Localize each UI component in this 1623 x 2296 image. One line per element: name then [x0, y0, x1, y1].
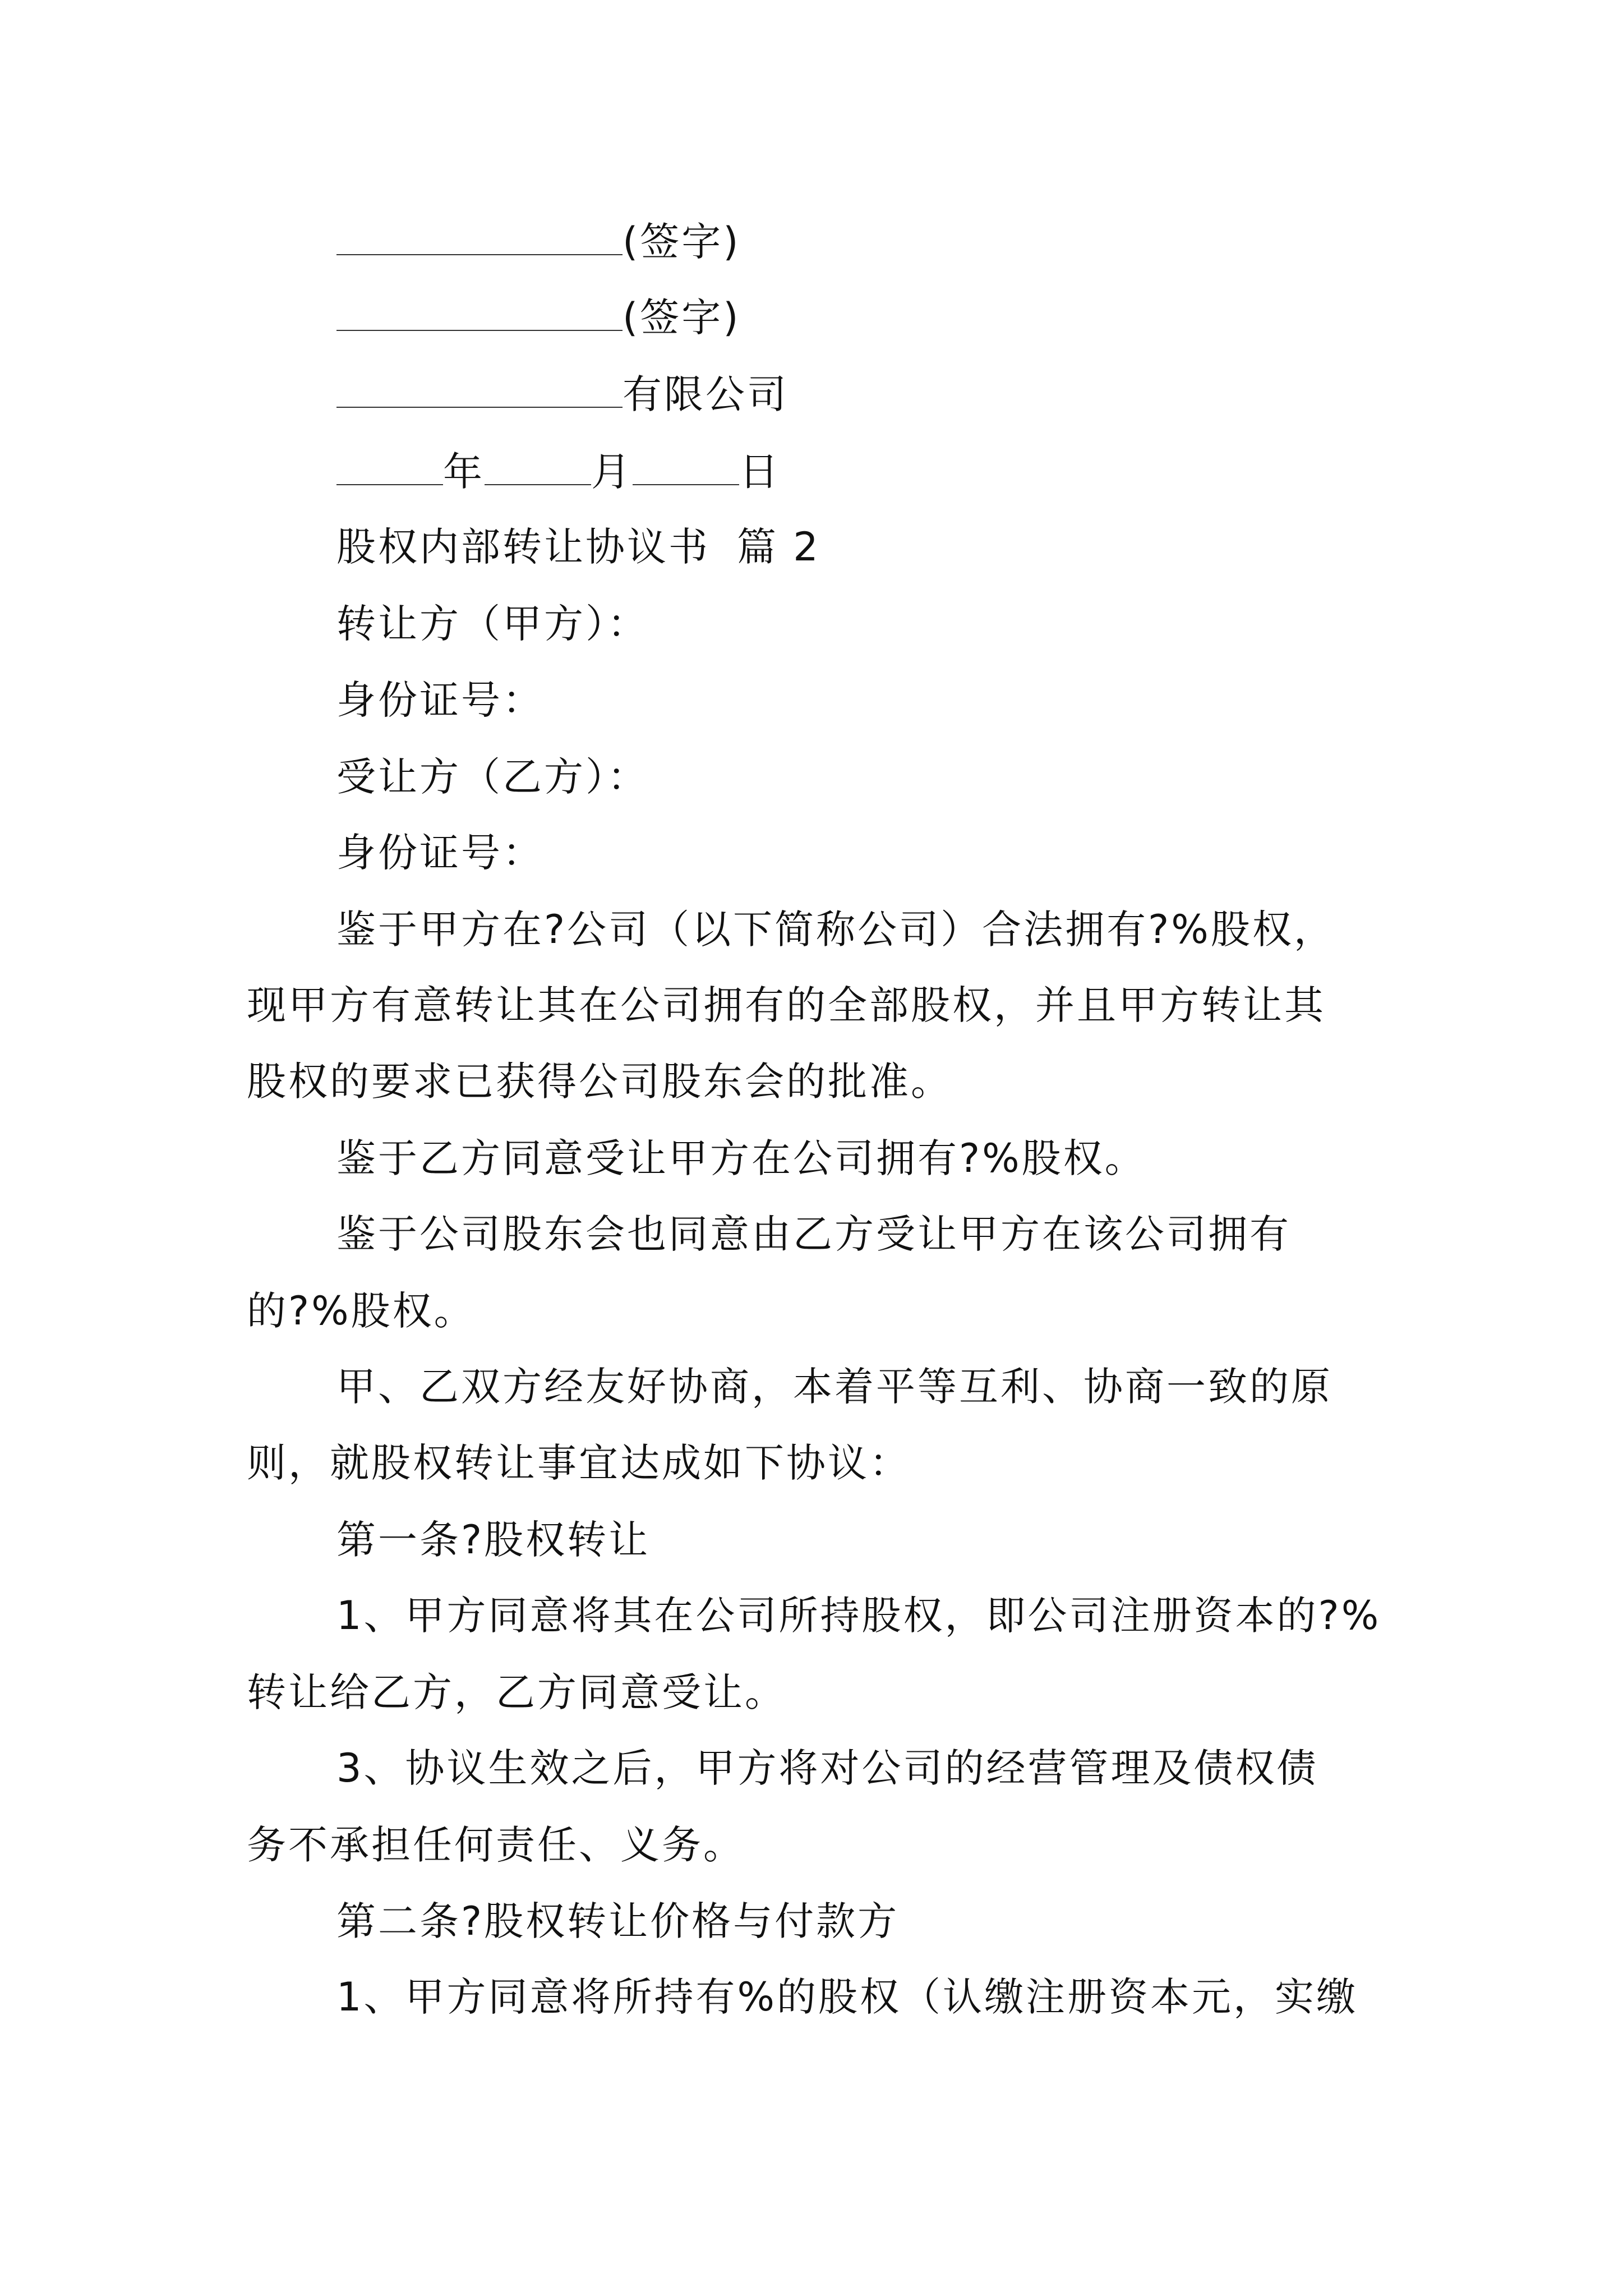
heading-suffix: 篇 2	[737, 524, 820, 570]
date-line	[336, 449, 781, 495]
blank-field	[336, 297, 623, 331]
date-month: 月	[591, 449, 633, 495]
paragraph-line: 甲、乙双方经友好协商，本着平等互利、协商一致的原	[336, 1364, 1332, 1410]
paragraph-line: 的?%股权。	[247, 1288, 476, 1334]
signature-line-1	[336, 219, 741, 265]
transferor-id-line: 身份证号：	[336, 677, 544, 723]
paragraph-line: 鉴于乙方同意受让甲方在公司拥有?%股权。	[336, 1135, 1146, 1181]
blank-field	[336, 222, 623, 255]
date-day: 日	[739, 449, 781, 495]
article-item-line: 转让给乙方，乙方同意受让。	[247, 1669, 786, 1715]
paragraph-line: 则，就股权转让事宜达成如下协议：	[247, 1440, 911, 1486]
sign-label: (签字)	[623, 219, 741, 265]
article-item-line: 务不承担任何责任、义务。	[247, 1822, 745, 1868]
article-item-line: 1、甲方同意将其在公司所持股权，即公司注册资本的?%	[336, 1593, 1381, 1639]
transferor-line: 转让方（甲方）：	[336, 601, 649, 647]
article-title: 第一条?股权转让	[336, 1517, 651, 1563]
blank-field	[336, 374, 623, 408]
blank-field	[485, 452, 591, 485]
article-item-line: 3、协议生效之后，甲方将对公司的经营管理及债权债	[336, 1745, 1318, 1791]
paragraph-line: 现甲方有意转让其在公司拥有的全部股权，并且甲方转让其	[247, 982, 1326, 1028]
sign-label: (签字)	[623, 295, 741, 341]
date-year: 年	[443, 449, 485, 495]
section-heading	[336, 524, 820, 570]
company-line	[336, 371, 789, 417]
paragraph-line: 鉴于公司股东会也同意由乙方受让甲方在该公司拥有	[336, 1211, 1291, 1257]
company-suffix: 有限公司	[623, 371, 789, 417]
blank-field	[633, 452, 739, 485]
article-item-line: 1、甲方同意将所持有%的股权（认缴注册资本元，实缴	[336, 1974, 1358, 2020]
heading-title: 股权内部转让协议书	[336, 524, 710, 570]
transferee-line: 受让方（乙方）：	[336, 754, 649, 800]
blank-field	[336, 452, 443, 485]
paragraph-line: 股权的要求已获得公司股东会的批准。	[247, 1059, 952, 1105]
paragraph-line: 鉴于甲方在?公司（以下简称公司）合法拥有?%股权，	[336, 907, 1335, 953]
article-title: 第二条?股权转让价格与付款方	[336, 1898, 900, 1944]
signature-line-2	[336, 295, 741, 341]
transferee-id-line: 身份证号：	[336, 830, 544, 876]
